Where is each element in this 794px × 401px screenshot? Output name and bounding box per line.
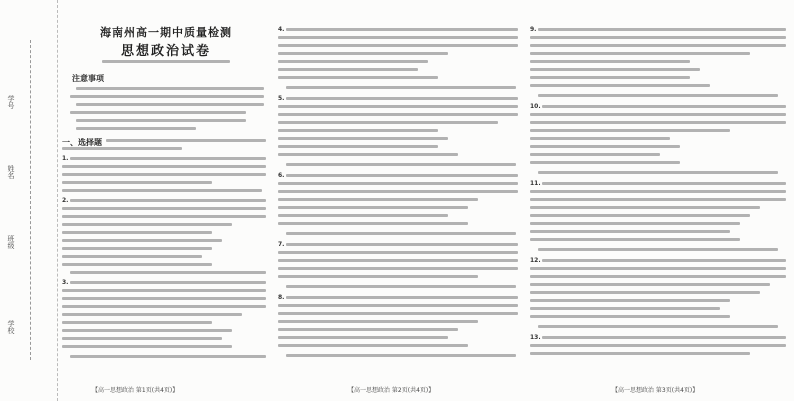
question-text-line	[278, 344, 468, 347]
question-text-line	[530, 84, 710, 87]
question-text-line	[530, 275, 786, 278]
question-number: 3.	[62, 279, 69, 286]
question-text-line	[278, 145, 438, 148]
question-text-line	[62, 289, 266, 292]
question-number: 10.	[530, 103, 541, 110]
question-text-line	[278, 153, 458, 156]
question-text-line	[530, 68, 700, 71]
question-options-line	[538, 325, 778, 328]
notes-line	[76, 127, 196, 130]
question-text-line	[530, 60, 690, 63]
question-text-line	[62, 215, 266, 218]
exam-meta-line	[102, 60, 230, 63]
question-number: 4.	[278, 26, 285, 33]
exam-subject-title: 思想政治试卷	[120, 44, 211, 59]
question-text-line	[530, 344, 786, 347]
question-text-line	[530, 283, 770, 286]
question-text-line	[62, 305, 266, 308]
question-text-line	[278, 52, 448, 55]
question-text-line	[530, 352, 750, 355]
question-text-line	[62, 321, 212, 324]
question-text-line	[530, 161, 680, 164]
column-2	[278, 0, 522, 401]
question-text-line	[278, 137, 448, 140]
question-text-line	[542, 336, 786, 339]
question-text-line	[278, 68, 418, 71]
binding-label-name: 姓名	[7, 165, 15, 179]
question-text-line	[62, 345, 232, 348]
question-number: 13.	[530, 334, 541, 341]
question-text-line	[278, 44, 518, 47]
binding-label-student-id: 学号	[7, 95, 15, 109]
question-text-line	[530, 52, 750, 55]
question-text-line	[530, 238, 740, 241]
question-options-line	[286, 86, 516, 89]
question-number: 9.	[530, 26, 537, 33]
question-text-line	[278, 336, 448, 339]
notes-line	[76, 103, 264, 106]
question-text-line	[278, 182, 518, 185]
question-text-line	[278, 198, 478, 201]
question-number: 6.	[278, 172, 285, 179]
question-number: 7.	[278, 241, 285, 248]
question-text-line	[530, 291, 760, 294]
question-text-line	[62, 231, 212, 234]
question-text-line	[278, 105, 518, 108]
question-text-line	[62, 223, 232, 226]
question-text-line	[530, 190, 786, 193]
question-text-line	[530, 121, 786, 124]
question-text-line	[62, 337, 222, 340]
question-options-line	[286, 354, 516, 357]
notes-heading: 注意事项	[72, 74, 104, 83]
binding-label-school: 学校	[7, 320, 15, 334]
question-text-line	[278, 60, 428, 63]
question-text-line	[286, 174, 518, 177]
question-text-line	[530, 299, 730, 302]
question-text-line	[62, 239, 222, 242]
question-text-line	[530, 153, 660, 156]
question-text-line	[278, 121, 498, 124]
question-text-line	[286, 97, 518, 100]
column-1	[62, 0, 270, 401]
question-options-line	[538, 248, 778, 251]
question-text-line	[530, 214, 750, 217]
column-3	[530, 0, 790, 401]
question-text-line	[278, 320, 478, 323]
question-text-line	[278, 251, 518, 254]
question-text-line	[278, 328, 458, 331]
question-options-line	[70, 355, 266, 358]
question-text-line	[62, 263, 212, 266]
question-text-line	[62, 189, 262, 192]
question-text-line	[530, 198, 786, 201]
question-text-line	[530, 76, 690, 79]
binding-label-class: 班级	[7, 235, 15, 249]
question-text-line	[278, 259, 518, 262]
question-text-line	[278, 312, 518, 315]
binding-cut-line	[30, 40, 31, 360]
exam-title: 海南州高一期中质量检测	[100, 26, 232, 39]
question-text-line	[62, 207, 266, 210]
question-text-line	[62, 165, 266, 168]
question-text-line	[530, 315, 730, 318]
question-text-line	[530, 113, 786, 116]
question-text-line	[530, 44, 786, 47]
question-text-line	[62, 255, 202, 258]
question-text-line	[278, 222, 468, 225]
question-text-line	[70, 157, 266, 160]
question-text-line	[530, 145, 680, 148]
question-number: 2.	[62, 197, 69, 204]
question-text-line	[62, 247, 212, 250]
question-text-line	[530, 307, 720, 310]
question-options-line	[286, 285, 516, 288]
question-text-line	[542, 259, 786, 262]
question-text-line	[278, 267, 518, 270]
question-number: 11.	[530, 180, 541, 187]
question-text-line	[62, 181, 212, 184]
question-text-line	[538, 28, 786, 31]
question-text-line	[286, 28, 518, 31]
question-text-line	[70, 281, 266, 284]
question-text-line	[278, 275, 478, 278]
question-text-line	[530, 129, 730, 132]
question-text-line	[62, 329, 232, 332]
question-text-line	[278, 214, 448, 217]
section-heading: 一、选择题	[62, 138, 102, 147]
notes-line	[70, 111, 246, 114]
question-number: 12.	[530, 257, 541, 264]
question-text-line	[542, 105, 786, 108]
question-options-line	[286, 163, 516, 166]
question-text-line	[286, 243, 518, 246]
question-text-line	[278, 113, 518, 116]
question-text-line	[278, 206, 468, 209]
question-text-line	[278, 190, 518, 193]
question-text-line	[530, 222, 740, 225]
question-text-line	[542, 182, 786, 185]
question-text-line	[530, 230, 730, 233]
question-text-line	[62, 173, 266, 176]
question-text-line	[70, 199, 266, 202]
question-text-line	[62, 297, 266, 300]
question-text-line	[530, 137, 670, 140]
notes-line	[76, 87, 264, 90]
question-options-line	[538, 94, 778, 97]
question-text-line	[278, 36, 518, 39]
binding-strip	[0, 0, 58, 401]
section-instructions-line	[106, 139, 266, 142]
notes-line	[70, 95, 264, 98]
question-text-line	[278, 76, 438, 79]
question-text-line	[530, 267, 786, 270]
question-text-line	[530, 206, 760, 209]
question-options-line	[286, 232, 516, 235]
question-text-line	[286, 296, 518, 299]
page-footer: 【高一思想政治 第3页(共4页)】	[612, 387, 699, 394]
page-footer: 【高一思想政治 第2页(共4页)】	[348, 387, 435, 394]
question-options-line	[70, 271, 266, 274]
question-text-line	[530, 36, 786, 39]
question-options-line	[538, 171, 778, 174]
question-number: 8.	[278, 294, 285, 301]
section-instructions-line	[62, 147, 182, 150]
question-text-line	[278, 129, 438, 132]
question-text-line	[62, 313, 242, 316]
question-number: 1.	[62, 155, 69, 162]
notes-line	[76, 119, 246, 122]
page-footer: 【高一思想政治 第1页(共4页)】	[92, 387, 179, 394]
question-text-line	[278, 304, 518, 307]
question-number: 5.	[278, 95, 285, 102]
